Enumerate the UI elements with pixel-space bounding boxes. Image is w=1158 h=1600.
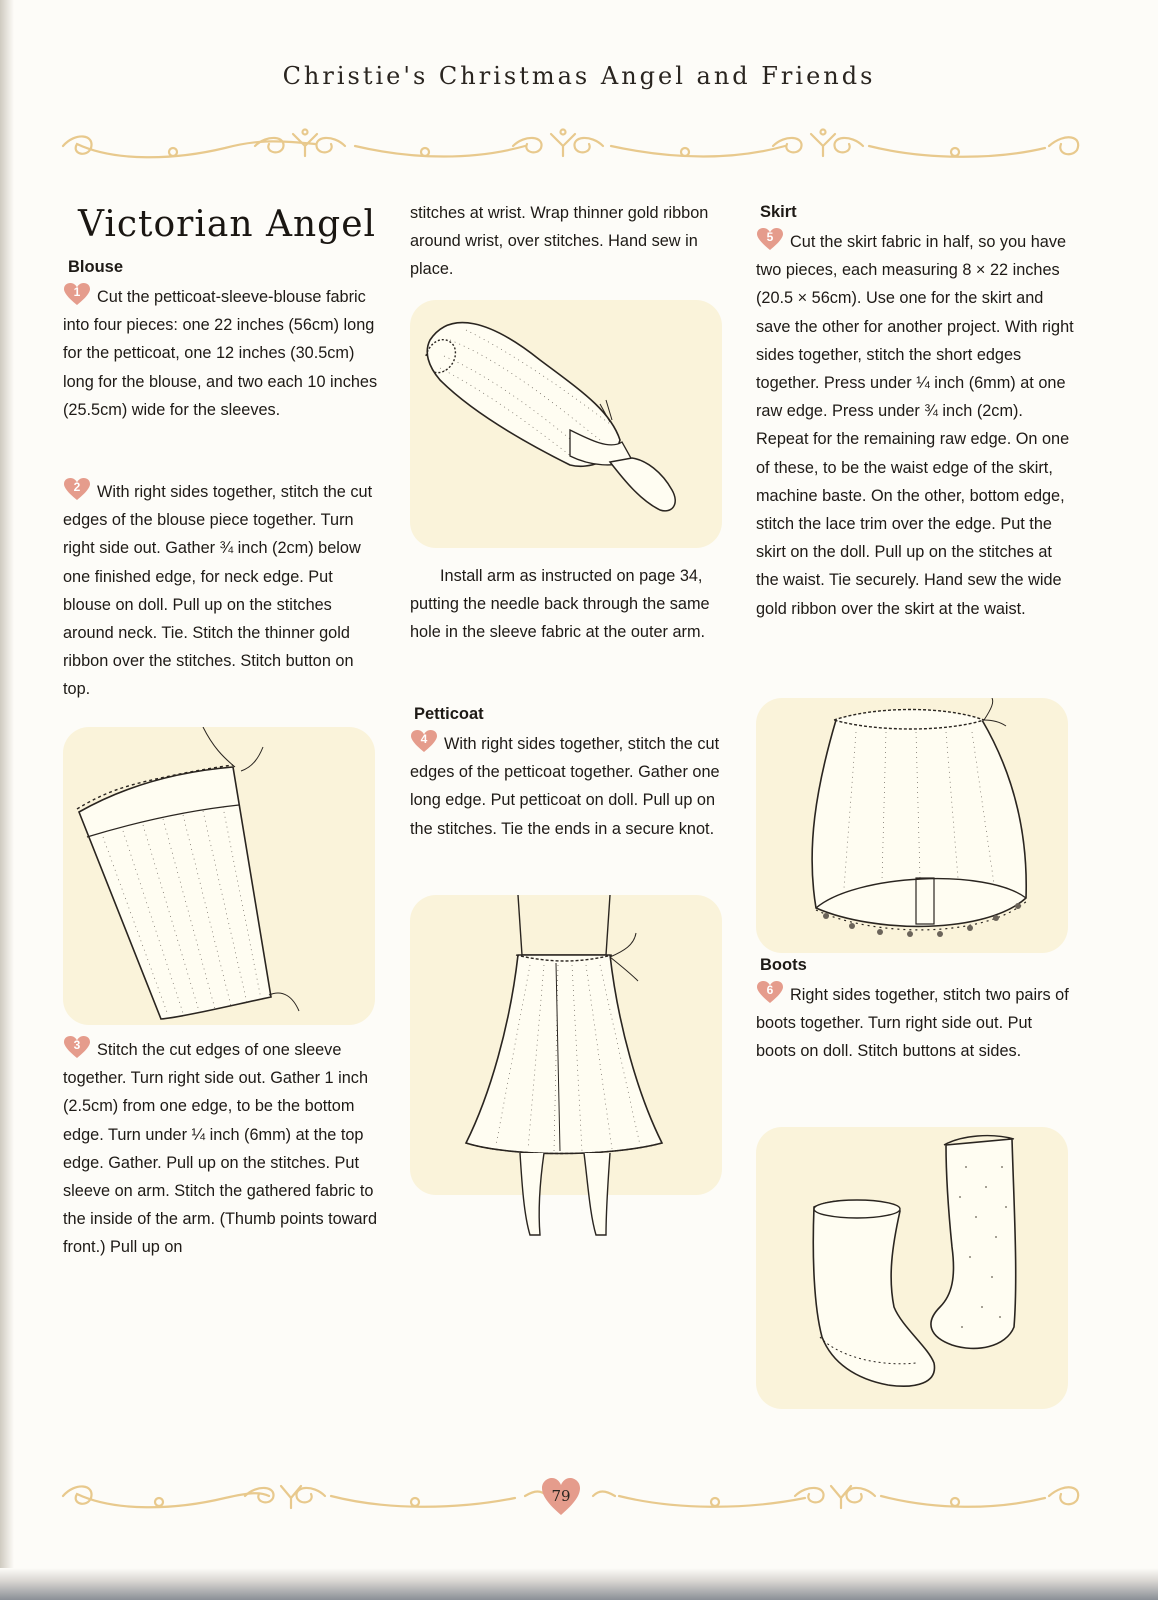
running-head: Christie's Christmas Angel and Friends — [282, 62, 876, 90]
step-3-paragraph — [63, 1035, 381, 1262]
step-5-text: Cut the skirt fabric in half, so you have two pieces, each measuring 8 × 22 inches (20.5 × 56cm). Use one for the skirt and save the other for another project. With right sides together, stitch the short edges together. Press under ¼ inch (6mm) at one raw edge. Press under ¾ inch (2cm). Repeat for the remaining raw edge. On one of these, to be the waist edge of the skirt, machine baste. On the other, bottom edge, stitch the lace trim over the edge. Put the skirt on the doll. Pull up on the stitches at the waist. Tie securely. Hand sew the wide gold ribbon over the skirt at the waist. — [756, 233, 1074, 618]
step-4-paragraph — [410, 729, 728, 843]
step-4-text: With right sides together, stitch the cut edges of the petticoat together. Gather one long edge. Put petticoat on doll. Pull up on the stitches. Tie the ends in a secure knot. — [410, 735, 720, 838]
decorative-vine-top — [55, 126, 1085, 166]
heart-step-icon: 2 — [63, 477, 91, 501]
heart-step-icon: 1 — [63, 282, 91, 306]
blouse-illustration — [63, 727, 375, 1025]
heading-boots: Boots — [760, 956, 807, 974]
heart-step-icon: 3 — [63, 1035, 91, 1059]
page-number: 79 — [551, 1487, 571, 1505]
heart-step-icon: 4 — [410, 729, 438, 753]
step-5-paragraph — [756, 227, 1074, 623]
step-1-text: Cut the petticoat-sleeve-blouse fabric into four pieces: one 22 inches (56cm) long for the petticoat, one 12 inches (30.5cm) long for the blouse, and two each 10 inches (25.5cm) wide for the sleeves. — [63, 288, 378, 419]
install-arm-text: Install arm as instructed on page 34, putting the needle back through the same hole in the sleeve fabric at the outer arm. — [410, 567, 710, 642]
step-1-paragraph — [63, 282, 381, 424]
step-6-paragraph — [756, 980, 1074, 1066]
step-2-paragraph — [63, 477, 381, 704]
step-6-text: Right sides together, stitch two pairs of boots together. Turn right side out. Put boots on doll. Stitch buttons at sides. — [756, 986, 1069, 1061]
heart-step-icon: 5 — [756, 227, 784, 251]
page-number-badge — [541, 1477, 581, 1517]
heart-step-icon: 6 — [756, 980, 784, 1004]
page-bottom-edge — [0, 1568, 1158, 1600]
heading-blouse: Blouse — [68, 258, 124, 276]
skirt-illustration — [756, 698, 1068, 953]
petticoat-illustration — [410, 895, 722, 1195]
page-title: Victorian Angel — [78, 204, 377, 245]
step-3-text: Stitch the cut edges of one sleeve together. Turn right side out. Gather 1 inch (2.5cm) from one edge, to be the bottom edge. Turn under ¼ inch (6mm) at the top edge. Gather. Pull up on the stitches. Put sleeve on arm. Stitch the gathered fabric to the inside of the arm. (Thumb points toward front.) Pull up on — [63, 1041, 378, 1257]
heading-petticoat: Petticoat — [414, 705, 484, 723]
sleeve-continuation-text: stitches at wrist. Wrap thinner gold ribbon around wrist, over stitches. Hand sew in place. — [410, 204, 709, 279]
page-binding-shadow — [0, 0, 14, 1600]
step-2-text: With right sides together, stitch the cut edges of the blouse piece together. Turn right side out. Gather ¾ inch (2cm) below one finished edge, for neck edge. Put blouse on doll. Pull up on the stitches around neck. Tie. Stitch the thinner gold ribbon over the stitches. Stitch button on top. — [63, 483, 373, 699]
boots-illustration — [756, 1127, 1068, 1409]
sleeve-arm-illustration — [410, 300, 722, 548]
heading-skirt: Skirt — [760, 203, 797, 221]
